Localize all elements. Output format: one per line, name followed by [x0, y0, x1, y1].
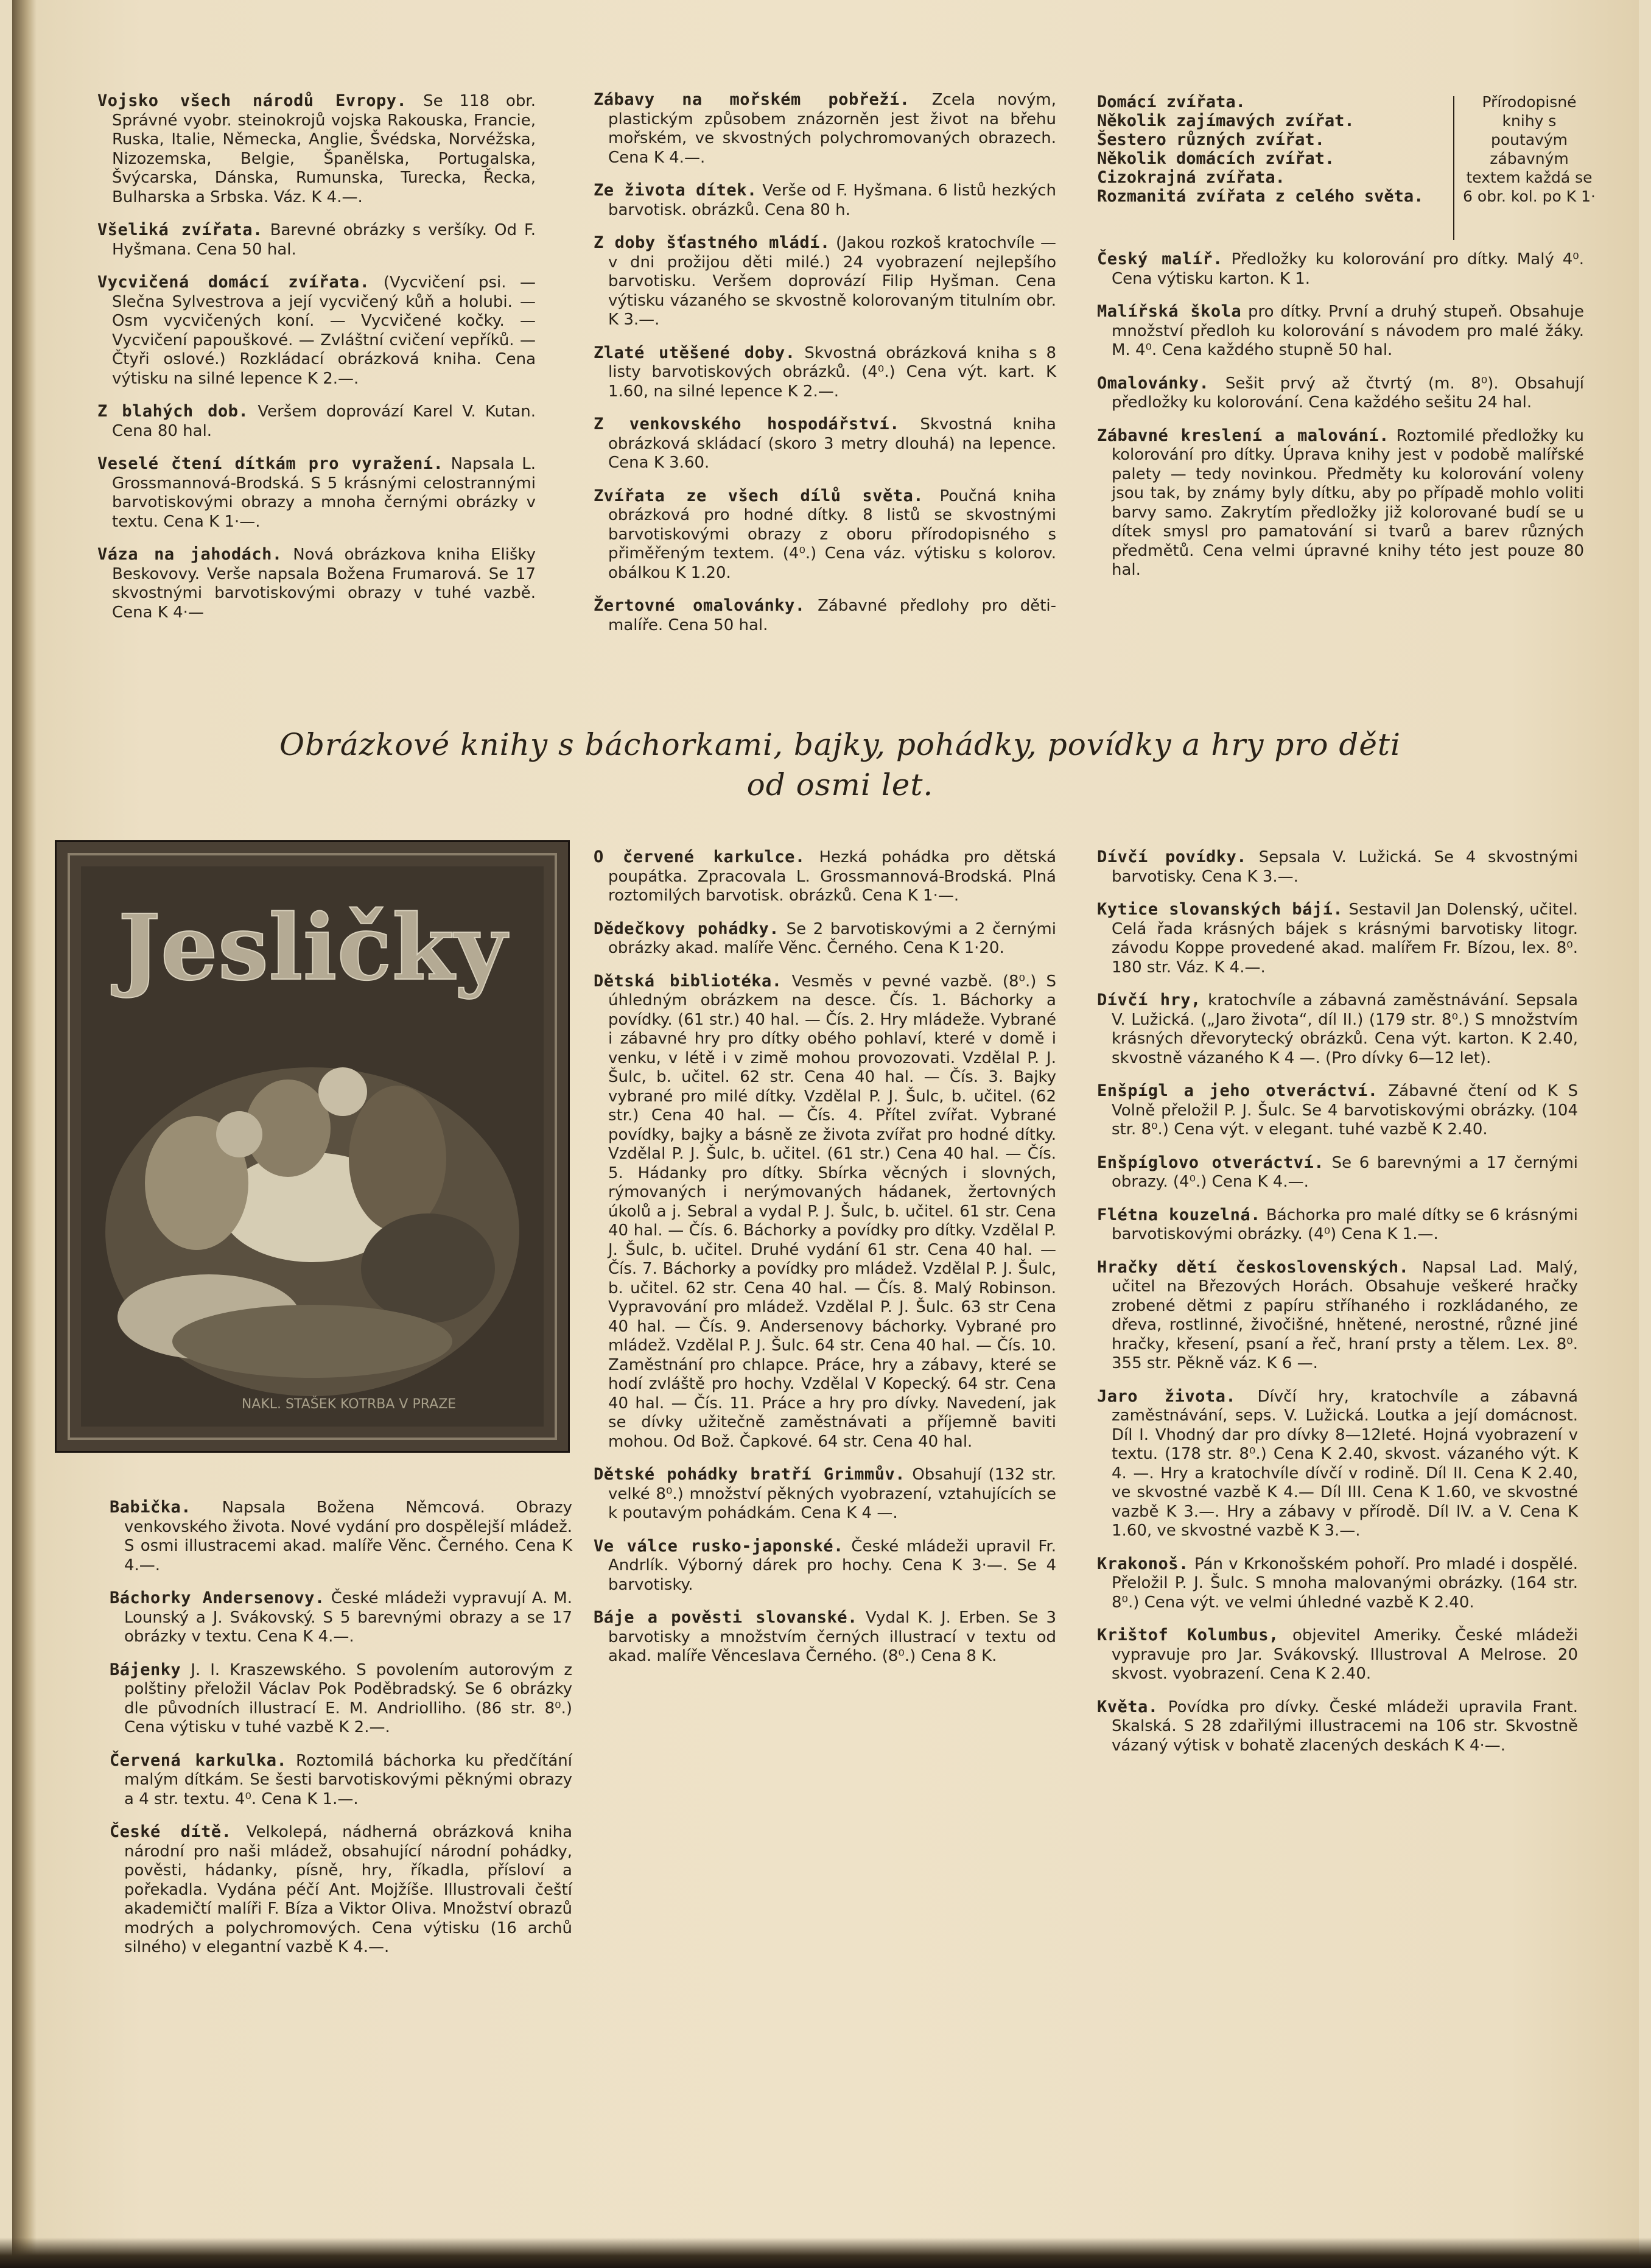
- entry-description: objevitel Ameriky. České mládeži vypravuje pro Jar. Svákovský. Illustroval A Melrose. 20 skvost. vyobrazení. Cena K 2.40.: [1112, 1626, 1579, 1683]
- entry-description: kratochvíle a zábavná zaměstnávání. Sepsala V. Lužická. („Jaro života“, díl II.) (179 str. 8⁰.) S množstvím krásných dřevorytecký obrázků. Cena výt. karton. K 2.40, skvostně vázaného K 4 —. (Pro dívky 6—12 let).: [1112, 991, 1579, 1067]
- entry-description: Se 118 obr. Správné vyobr. steinokrojů vojska Rakouska, Francie, Ruska, Italie, Německa, Anglie, Švédska, Norvéžska, Nizozemska, Belgie, Španělska, Portugalska, Švýcarska, Dánska, Rumunska, Turecka, Řecka, Bulharska a Srbska. Váz. K 4.—.: [112, 92, 536, 206]
- bottom-column-2: [594, 848, 1056, 1680]
- entry-description: (Jakou rozkoš kratochvíle — v dni prožijou děti milé.) 24 vyobrazení nejlepšího barvotisku. Veršem doprovází Filip Hyšman. Cena výtisku vázaného se skvostně kolorovaným titulním obr. K 3.—.: [608, 234, 1056, 329]
- entry-description: Sepsala V. Lužická. Se 4 skvostnými barvotisky. Cena K 3.—.: [1112, 848, 1579, 886]
- catalog-entry: [594, 90, 1056, 167]
- top-column-3: [1097, 93, 1596, 594]
- entry-title: Vycvičená domácí zvířata.: [97, 273, 370, 292]
- entry-description: Povídka pro dívky. České mládeži upravila Frant. Skalská. S 28 zdařilými illustracemi na 106 str. Skvostně vázaný výtisk v bohatě zlacených deskách K 4·—.: [1112, 1697, 1578, 1755]
- catalog-entry: [97, 220, 536, 259]
- catalog-entry: [1097, 1258, 1578, 1374]
- catalog-entry: [97, 402, 536, 441]
- section-heading: [128, 725, 1552, 805]
- catalog-entry: [1097, 1387, 1578, 1541]
- entry-description: Skvostná kniha obrázková skládací (skoro 3 metry dlouhá) na lepence. Cena K 3.60.: [608, 415, 1056, 472]
- entry-description: J. I. Kraszewského. S povolením autorovým z polštiny přeložil Václav Pok Poděbradský. Se 6 obrázky dle původních illustrací E. M. Andriolliho. (86 str. 8⁰.) Cena výtisku v tuhé vazbě K 2.—.: [124, 1660, 572, 1736]
- catalog-entry: [1097, 302, 1584, 360]
- animal-books-titles: [1097, 93, 1426, 206]
- group-title: Cizokrajná zvířata.: [1097, 168, 1285, 187]
- group-title: Rozmanitá zvířata z celého světa.: [1097, 187, 1424, 206]
- catalog-entry: [594, 233, 1056, 330]
- catalog-entry: [594, 181, 1056, 220]
- catalog-entry: [110, 1660, 572, 1738]
- entry-title: Dětská bibliotéka.: [594, 971, 782, 991]
- entry-description: Vydal K. J. Erben. Se 3 barvotisky a množstvím černých illustrací v textu od akad. malíře Věnceslava Černého. (8⁰.) Cena 8 K.: [608, 1609, 1057, 1665]
- top-column-3-entries: [1097, 250, 1584, 580]
- bottom-column-3: [1097, 848, 1578, 1769]
- entry-description: Obsahují (132 str. velké 8⁰.) množství pěkných vyobrazení, vztahujících se k poutavým pohádkám. Cena K 4 —.: [608, 1466, 1056, 1522]
- entry-title: Z venkovského hospodářství.: [594, 415, 900, 434]
- entry-title: Váza na jahodách.: [97, 545, 282, 564]
- entry-title: Dětské pohádky bratří Grimmův.: [594, 1465, 905, 1484]
- entry-description: Předložky ku kolorování pro dítky. Malý 4⁰. Cena výtisku karton. K 1.: [1112, 250, 1584, 288]
- entry-description: České mládeži upravil Fr. Andrlík. Výborný dárek pro hochy. Cena K 3·—. Se 4 barvotisky.: [608, 1537, 1056, 1594]
- catalog-entry: [1097, 848, 1578, 886]
- entry-description: (Vycvičení psi. — Slečna Sylvestrova a její vycvičený kůň a holubi. — Osm vycvičených koní. — Vycvičené kočky. — Vycvičení papouškové. — Zvláštní cvičení vepříků. — Čtyři oslové.) Rozkládací obrázková kniha. Cena výtisku na silné lepence K 2.—.: [112, 273, 536, 388]
- catalog-entry: [1097, 991, 1578, 1068]
- catalog-entry: [110, 1822, 572, 1957]
- group-brace: [1453, 96, 1458, 240]
- catalog-entry: [110, 1589, 572, 1647]
- entry-title: Zábavné kreslení a malování.: [1097, 426, 1389, 445]
- catalog-entry: [1097, 250, 1584, 289]
- bottom-column-1: [110, 1498, 572, 1971]
- catalog-entry: [594, 848, 1056, 906]
- catalog-entry: [1097, 1626, 1578, 1684]
- entry-title: Červená karkulka.: [110, 1750, 287, 1770]
- catalog-page: [12, 0, 1639, 2268]
- entry-description: Zábavné předlohy pro děti-malíře. Cena 50 hal.: [608, 597, 1057, 634]
- catalog-entry: [1097, 1081, 1578, 1140]
- entry-description: Barevné obrázky s veršíky. Od F. Hyšmana. Cena 50 hal.: [112, 221, 536, 259]
- entry-description: Dívčí hry, kratochvíle a zábavná zaměstnávání, seps. V. Lužická. Loutka a její domácnost. Díl I. Vhodný dar pro dívky 8—12leté. Hojná vyobrazení v textu. (178 str. 8⁰.) Cena K 2.40, skvost. vázaného výt. K 4. —. Hry a kratochvíle dívčí v rodině. Díl II. Cena K 2.40, ve skvostné vazbě K 4.— Díl III. Cena K 1.60, ve skvostné vazbě K 3.—. Hry a zábavy v přírodě. Díl IV. a V. Cena K 1.60, ve skvostné vazbě K 3.—.: [1112, 1387, 1578, 1540]
- entry-title: Bájenky: [110, 1660, 181, 1679]
- catalog-entry: [97, 91, 536, 207]
- entry-title: Dívčí povídky.: [1097, 848, 1247, 866]
- catalog-entry: [1097, 374, 1584, 413]
- catalog-entry: [110, 1751, 572, 1810]
- entry-description: Báchorka pro malé dítky se 6 krásnými barvotiskovými obrázky. (4⁰) Cena K 1.—.: [1112, 1206, 1579, 1243]
- entry-description: Zcela novým, plastickým způsobem znázorněn jest život na břehu mořském, ve skvostných polychromovaných obrazech. Cena K 4.—.: [608, 91, 1057, 167]
- entry-description: Zábavné čtení od K S Volně přeložil P. J. Šulc. Se 4 barvotiskovými obrázky. (104 str. 8⁰.) Cena výt. v elegant. tuhé vazbě K 2.40.: [1112, 1082, 1578, 1139]
- entry-title: Kytice slovanských bájí.: [1097, 900, 1344, 919]
- catalog-entry: [594, 1537, 1056, 1595]
- entry-title: Enšpíglovo otveráctví.: [1097, 1153, 1324, 1172]
- catalog-entry: [1097, 1697, 1578, 1756]
- entry-description: Poučná kniha obrázková pro hodné dítky. 8 listů se skvostnými barvotiskovými obrazy z oboru přírodopisného s přiměřeným textem. (4⁰.) Cena váz. výtisku s kolorov. obálkou K 1.20.: [608, 486, 1056, 582]
- entry-description: Vesměs v pevné vazbě. (8⁰.) S úhledným obrázkem na desce. Čís. 1. Báchorky a povídky. (61 str.) 40 hal. — Čís. 2. Hry mládeže. Vybrané i zábavné hry pro dítky obého pohlaví, které v domě i venku, v létě i v zimě mohou provozovati. Vzdělal P. J. Šulc, b. učitel. 62 str. Cena 40 hal. — Čís. 3. Bajky vybrané pro milé dítky. Vzdělal P. J. Šulc, b. učitel. (62 str.) Cena 40 hal. — Čís. 4. Přítel zvířat. Vybrané povídky, bajky a básně ze života zvířat pro hodné dítky. Vzdělal P. J. Šulc, b. učitel. (61 str.) Cena 40 hal. — Čís. 5. Hádanky pro dítky. Sbírka věcných i slovných, rýmovaných i nerýmovaných hádanek, žertovných úkolů a j. Sebral a vydal P. J. Šulc, b. učitel. 61 str. Cena 40 hal. — Čís. 6. Báchorky a povídky pro dítky. Vzdělal P. J. Šulc, b. učitel. Druhé vydání 61 str. Cena 40 hal. — Čís. 7. Báchorky a povídky pro mládež. Vzdělal P. J. Šulc, b. učitel. 62 str. Cena 40 hal. — Čís. 8. Malý Robinson. Vypravování pro mládež. Vzdělal P. J. Šulc. 63 str Cena 40 hal. — Čís. 9. Andersenovy báchorky. Vybrané pro mládež. Vzdělal P. J. Šulc. 64 str. Cena 40 hal. — Čís. 10. Zaměstnání pro chlapce. Práce, hry a zábavy, které se hodí zvláště pro hochy. Vzdělal V Kopecký. 64 str. Cena 40 hal. — Čís. 11. Práce a hry pro dívky. Navedení, jak se dívky užitečně zaměstnávati a příjemně baviti mohou. Od Bož. Čapkové. 64 str. Cena 40 hal.: [608, 972, 1056, 1451]
- catalog-entry: [1097, 426, 1584, 580]
- entry-description: Skvostná obrázková kniha s 8 listy barvotiskových obrázků. (4⁰.) Cena výt. kart. K 1.60, na silné lepence K 2.—.: [608, 343, 1056, 401]
- entry-description: Velkolepá, nádherná obrázková kniha národní pro naši mládež, obsahující národní pohádky, pověsti, hádanky, písně, hry, říkadla, přísloví a pořekadla. Vydána péčí Ant. Mojžíše. Illustrovali čeští akademičtí malíři F. Bíza a Viktor Oliva. Množství obrazů modrých a polychromových. Cena výtisku (16 archů silného) v elegantní vazbě K 4.—.: [124, 1823, 573, 1956]
- entry-title: Jaro života.: [1097, 1386, 1236, 1406]
- entry-description: Se 2 barvotiskovými a 2 černými obrázky akad. malíře Věnc. Černého. Cena K 1·20.: [608, 919, 1056, 957]
- entry-description: pro dítky. První a druhý stupeň. Obsahuje množství předloh ku kolorování s návodem pro malé žáky. M. 4⁰. Cena každého stupně 50 hal.: [1112, 303, 1585, 359]
- group-title: Několik zajímavých zvířat.: [1097, 111, 1355, 130]
- entry-description: Veršem doprovází Karel V. Kutan. Cena 80 hal.: [112, 402, 536, 440]
- entry-title: Dědečkovy pohádky.: [594, 919, 779, 938]
- entry-title: Z blahých dob.: [97, 402, 249, 421]
- group-title: Několik domácích zvířat.: [1097, 149, 1335, 168]
- catalog-entry: [1097, 1554, 1578, 1613]
- entry-title: Krištof Kolumbus,: [1097, 1626, 1279, 1645]
- entry-title: Zlaté utěšené doby.: [594, 343, 796, 362]
- catalog-entry: [97, 273, 536, 388]
- top-column-1: [97, 91, 536, 636]
- cover-title: Jesličky: [117, 894, 507, 1000]
- catalog-entry: [594, 486, 1056, 583]
- book-cover-jeslicky: [55, 840, 570, 1453]
- entry-description: Roztomilé předložky ku kolorování pro dítky. Úprava knihy jest v podobě malířské palety — tedy novinkou. Předměty ku kolorování voleny jsou tak, by známy byly dítku, aby po případě mohlo voliti barvy samo. Zakrytím předložky již kolorované budí se u dítek smysl pro pamatování si tvarů a barev různých předmětů. Cena velmi úpravné knihy této jest pouze 80 hal.: [1112, 426, 1584, 579]
- entry-description: Sestavil Jan Dolenský, učitel. Celá řada krásných bájek s krásnými barvotisky litogr. závodu Koppe provedené akad. malířem Fr. Bízou, lex. 8⁰. 180 str. Váz. K 4.—.: [1112, 901, 1578, 977]
- catalog-entry: [97, 454, 536, 532]
- entry-title: Babička.: [110, 1498, 192, 1517]
- entry-title: Květa.: [1097, 1697, 1159, 1716]
- entry-description: Napsala Božena Němcová. Obrazy venkovského života. Nové vydání pro dospělejší mládež. S osmi illustracemi akad. malíře Věnc. Černého. Cena K 4.—.: [124, 1498, 573, 1575]
- entry-title: Báje a pověsti slovanské.: [594, 1608, 858, 1627]
- catalog-entry: [594, 1465, 1056, 1523]
- entry-description: Napsala L. Grossmannová-Brodská. S 5 krásnými celostrannými barvotiskovými obrazy a mnoha černými obrázky v textu. Cena K 1·—.: [112, 455, 536, 531]
- entry-description: Hezká pohádka pro dětská poupátka. Zpracovala L. Grossmannová-Brodská. Plná roztomilých barvotisk. obrázků. Cena K 1·—.: [608, 848, 1057, 905]
- catalog-entry: [594, 596, 1056, 635]
- catalog-entry: [594, 919, 1056, 958]
- catalog-entry: [594, 343, 1056, 402]
- entry-title: Malířská škola: [1097, 302, 1242, 321]
- entry-description: Roztomilá báchorka ku předčítání malým dítkám. Se šesti barvotiskovými pěknými obrazy a 4 str. textu. 4⁰. Cena K 1.—.: [124, 1751, 573, 1808]
- entry-title: Všeliká zvířata.: [97, 220, 263, 239]
- book-cover-illustration: [57, 842, 568, 1451]
- entry-description: České mládeži vypravují A. M. Lounský a J. Svákovský. S 5 barevnými obrazy a se 17 obrázky v textu. Cena K 4.—.: [124, 1589, 572, 1646]
- entry-title: České dítě.: [110, 1822, 232, 1841]
- entry-title: Ze života dítek.: [594, 181, 757, 200]
- group-title: Šestero různých zvířat.: [1097, 130, 1325, 149]
- entry-description: Sešit prvý až čtvrtý (m. 8⁰). Obsahují předložky ku kolorování. Cena každého sešitu 24 hal.: [1112, 374, 1584, 412]
- catalog-entry: [97, 545, 536, 622]
- entry-title: Ve válce rusko-japonské.: [594, 1536, 844, 1556]
- catalog-entry: [110, 1498, 572, 1575]
- catalog-entry: [1097, 900, 1578, 977]
- entry-title: Enšpígl a jeho otveráctví.: [1097, 1081, 1378, 1100]
- catalog-entry: [1097, 1206, 1578, 1245]
- entry-title: Z doby šťastného mládí.: [594, 233, 830, 252]
- cover-publisher: NAKL. STAŠEK KOTRBA V PRAZE: [241, 1397, 457, 1412]
- entry-title: Český malíř.: [1097, 250, 1223, 269]
- entry-title: Krakonoš.: [1097, 1554, 1189, 1573]
- entry-title: O červené karkulce.: [594, 848, 805, 866]
- group-title: Domácí zvířata.: [1097, 93, 1246, 111]
- entry-title: Žertovné omalovánky.: [594, 596, 805, 615]
- entry-description: Nová obrázkova kniha Elišky Beskovovy. Verše napsala Božena Frumarová. Se 17 skvostnými barvotiskovými obrazy v tuhé vazbě. Cena K 4·—: [112, 546, 536, 622]
- catalog-entry: [594, 1608, 1056, 1666]
- catalog-entry: [594, 415, 1056, 473]
- entry-title: Báchorky Andersenovy.: [110, 1589, 325, 1607]
- page-gutter-shadow: [12, 0, 37, 2268]
- section-heading-line1: Obrázkové knihy s báchorkami, bajky, pohádky, povídky a hry pro děti: [279, 727, 1401, 762]
- nativity-scene: [105, 1067, 519, 1396]
- entry-title: Flétna kouzelná.: [1097, 1205, 1261, 1224]
- entry-description: Se 6 barevnými a 17 černými obrazy. (4⁰.) Cena K 4.—.: [1112, 1153, 1578, 1191]
- page-bottom-shadow: [0, 2238, 1651, 2268]
- catalog-entry: [594, 972, 1056, 1452]
- entry-title: Hračky dětí československých.: [1097, 1257, 1409, 1277]
- entry-title: Omalovánky.: [1097, 373, 1210, 393]
- section-heading-line2: od osmi let.: [746, 767, 934, 802]
- animal-books-group: [1097, 93, 1596, 245]
- animal-books-note: Přírodopisné knihy s poutavým zábavným textem každá se 6 obr. kol. po K 1·: [1463, 93, 1596, 205]
- entry-description: Verše od F. Hyšmana. 6 listů hezkých barvotisk. obrázků. Cena 80 h.: [608, 181, 1057, 219]
- entry-title: Vojsko všech národů Evropy.: [97, 91, 407, 110]
- catalog-entry: [1097, 1153, 1578, 1192]
- entry-title: Zvířata ze všech dílů světa.: [594, 486, 924, 505]
- entry-description: Pán v Krkonošském pohoří. Pro mladé i dospělé. Přeložil P. J. Šulc. S mnoha malovanými obrázky. (164 str. 8⁰.) Cena výt. ve velmi úhledné vazbě K 2.40.: [1112, 1554, 1578, 1612]
- entry-description: Napsal Lad. Malý, učitel na Březových Horách. Obsahuje veškeré hračky zrobené dětmi z papíru stříhaného i rozkládaného, ze dřeva, rostlinné, živočišné, hnětené, nerostné, různé jiné hračky, křesení, psaní a řeč, hraní prsty a tělem. Lex. 8⁰. 355 str. Pěkně váz. K 6 —.: [1112, 1258, 1579, 1372]
- top-column-2: [594, 90, 1056, 648]
- entry-title: Dívčí hry,: [1097, 991, 1201, 1009]
- entry-title: Veselé čtení dítkám pro vyražení.: [97, 454, 444, 473]
- entry-title: Zábavy na mořském pobřeží.: [594, 90, 910, 109]
